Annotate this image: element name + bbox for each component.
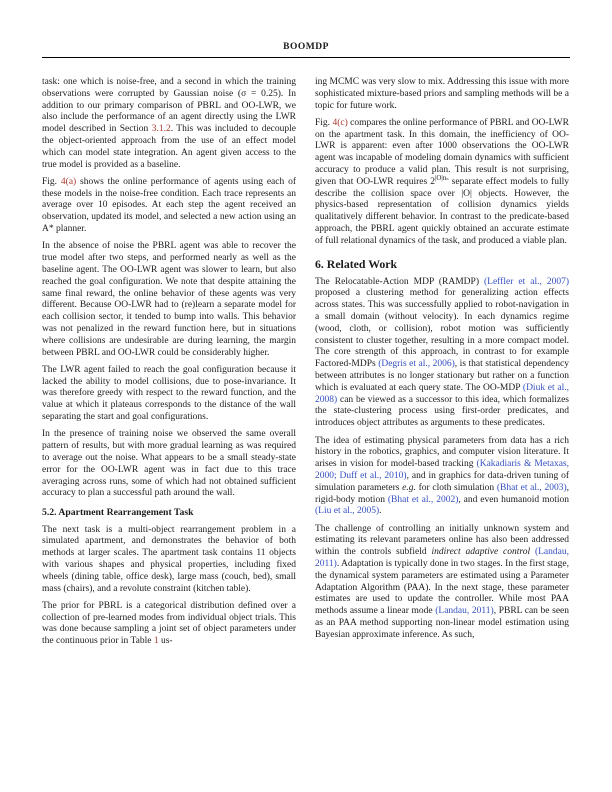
two-column-body xyxy=(0,77,612,654)
citation-link[interactable]: (Bhat et al., 2002) xyxy=(387,494,459,505)
subsection-heading: 5.2. Apartment Rearrangement Task xyxy=(42,507,194,519)
citation-link[interactable]: (Degris et al., 2006) xyxy=(378,359,455,370)
citation-link[interactable]: (Landau, 2011) xyxy=(435,606,494,617)
paragraph: ing MCMC was very slow to mix. Addressing this issue with more sophisticated mixture-based priors and sampling methods will be a topic for future work. xyxy=(315,77,569,111)
paragraph: Fig. 4(a) shows the online performance of agents using each of these models in the noise-free condition. Each trace represents an average over 10 episodes. At each step the agent received an observation, updated its model, and selected a new action using an A* planner. xyxy=(42,176,296,235)
citation-link[interactable]: (Liu et al., 2005) xyxy=(315,506,380,517)
paragraph: task: one which is noise-free, and a second in which the training observations were corrupted by Gaussian noise (σ = 0.25). In addition to our primary comparison of PBRL and OO-LWR, we also include the performance of an agent directly using the LWR model described in Section 3.1.2. This was included to decouple the object-oriented approach from the use of an effect model which can model state integration. An agent given access to the true model is provided as a baseline. xyxy=(42,77,297,170)
running-title: BOOMDP xyxy=(283,42,329,52)
internal-ref-link[interactable]: 3.1.2 xyxy=(151,124,171,135)
citation-link[interactable]: (Diuk et al., 2008) xyxy=(315,382,569,405)
emphasized-text: indirect adaptive control xyxy=(431,547,531,558)
section-heading: 6. Related Work xyxy=(315,256,398,271)
emphasized-text: e.g. xyxy=(402,482,416,493)
superscript-exponent: |O|nₛ xyxy=(434,173,449,182)
citation-link[interactable]: (Landau, 2011) xyxy=(315,547,569,569)
internal-ref-link[interactable]: 4(c) xyxy=(332,117,348,128)
paragraph: The idea of estimating physical parameters from data has a rich history in the robotics, graphics, and computer vision literature. It arises in vision for model-based tracking (Kakadiaris & Metaxas, 2000; Duff et al., 2010), and in graphics for data-driven tuning of simulation parameters e.g. for cloth simulation (Bhat et al., 2003), rigid-body motion (Bhat et al., 2002), and even humanoid motion (Liu et al., 2005). xyxy=(315,435,570,517)
paragraph: The Relocatable-Action MDP (RAMDP) (Leffler et al., 2007) proposed a clustering method for generalizing action effects across states. This was successfully applied to robot-navigation in a small domain (without velocity). In each dynamics regime (wood, cloth, or collision), robot motion was sufficiently consistent to cluster together, resulting in a more compact model. The core strength of this approach, in contrast to for example Factored-MDPs (Degris et al., 2006), is that statistical dependency between attributes is no longer stationary but rather on a function which is evaluated at each query state. The OO-MDP (Diuk et al., 2008) can be viewed as a successor to this idea, which formalizes the state-clustering process using first-order predicates, and introduces object attributes as arguments to these predicates. xyxy=(315,276,569,429)
paragraph: The prior for PBRL is a categorical distribution defined over a collection of pre-learned modes from individual object trials. This was done because sampling a joint set of object parameters under the continuous prior in Table 1 us- xyxy=(42,600,296,647)
page-header xyxy=(0,0,612,58)
right-column xyxy=(315,77,569,654)
paragraph: In the presence of training noise we observed the same overall pattern of results, but with more gradual learning as was required to average out the noise. What appears to be a small steady-state error for the OO-LWR agent was in fact due to this trace averaging across runs, some of which had not obtained sufficient accuracy to plan a successful path around the wall. xyxy=(42,429,296,499)
citation-link[interactable]: (Leffler et al., 2007) xyxy=(484,276,569,287)
paragraph: The LWR agent failed to reach the goal configuration because it lacked the ability to model collisions, due to pose-invariance. It was therefore greedy with respect to the reward function, and the value at which it plateaus corresponds to the distance of the wall separating the start and goal configurations. xyxy=(42,364,296,423)
internal-ref-link[interactable]: 1 xyxy=(153,636,159,647)
paragraph: Fig. 4(c) compares the online performance of PBRL and OO-LWR on the apartment task. In this domain, the inefficiency of OO-LWR is apparent: even after 1000 observations the OO-LWR agent was incapable of modeling domain dynamics with sufficient accuracy to produce a valid plan. This result is not surprising, given that OO-LWR requires $2^{|O|n_s}$ separate effect models to fully describe the collision space over |O| objects. However, the physics-based representation of collision dynamics yields qualitatively different behavior. In contrast to the predicate-based approach, the PBRL agent quickly obtained an accurate estimate of full relational dynamics of the task, and produced a viable plan. xyxy=(315,117,569,246)
internal-ref-link[interactable]: 4(a) xyxy=(60,176,77,187)
header-rule xyxy=(42,57,570,58)
paragraph: The next task is a multi-object rearrangement problem in a simulated apartment, and demonstrates the behavior of both methods at larger scales. The apartment task contains 11 objects with various shapes and physical properties, including fixed wheels (dining table, office desk), large mass (couch, bed), small mass (chairs), and a revolute constraint (kitchen table). xyxy=(42,524,296,594)
citation-link[interactable]: (Kakadiaris & Metaxas, 2000; Duff et al., 2010) xyxy=(315,459,569,481)
paragraph: In the absence of noise the PBRL agent was able to recover the true model after two steps, and performed nearly as well as the baseline agent. The OO-LWR agent was slower to learn, but also reached the goal configuration. We note that despite attaining the same final reward, the online behavior of these agents was very different. Because OO-LWR had to (re)learn a separate model for each collision sector, it tended to bump into walls. This behavior was not penalized in the reward function here, but in situations where collisions are undesirable are during learning, the margin between PBRL and OO-LWR could be considerably higher. xyxy=(42,241,296,358)
citation-link[interactable]: (Bhat et al., 2003) xyxy=(496,482,567,493)
left-column xyxy=(42,77,296,654)
paragraph: The challenge of controlling an initially unknown system and estimating its relevant parameters online has also been addressed within the controls subfield indirect adaptive control (Landau, 2011). Adaptation is typically done in two stages. In the first stage, the dynamical system parameters are estimated using a Parameter Adaptation Algorithm (PAA). In the next stage, these parameter estimates are used to update the controller. While most PAA methods assume a linear mode (Landau, 2011), PBRL can be seen as an PAA method supporting non-linear model estimation using Bayesian approximate inference. As such, xyxy=(315,523,570,640)
